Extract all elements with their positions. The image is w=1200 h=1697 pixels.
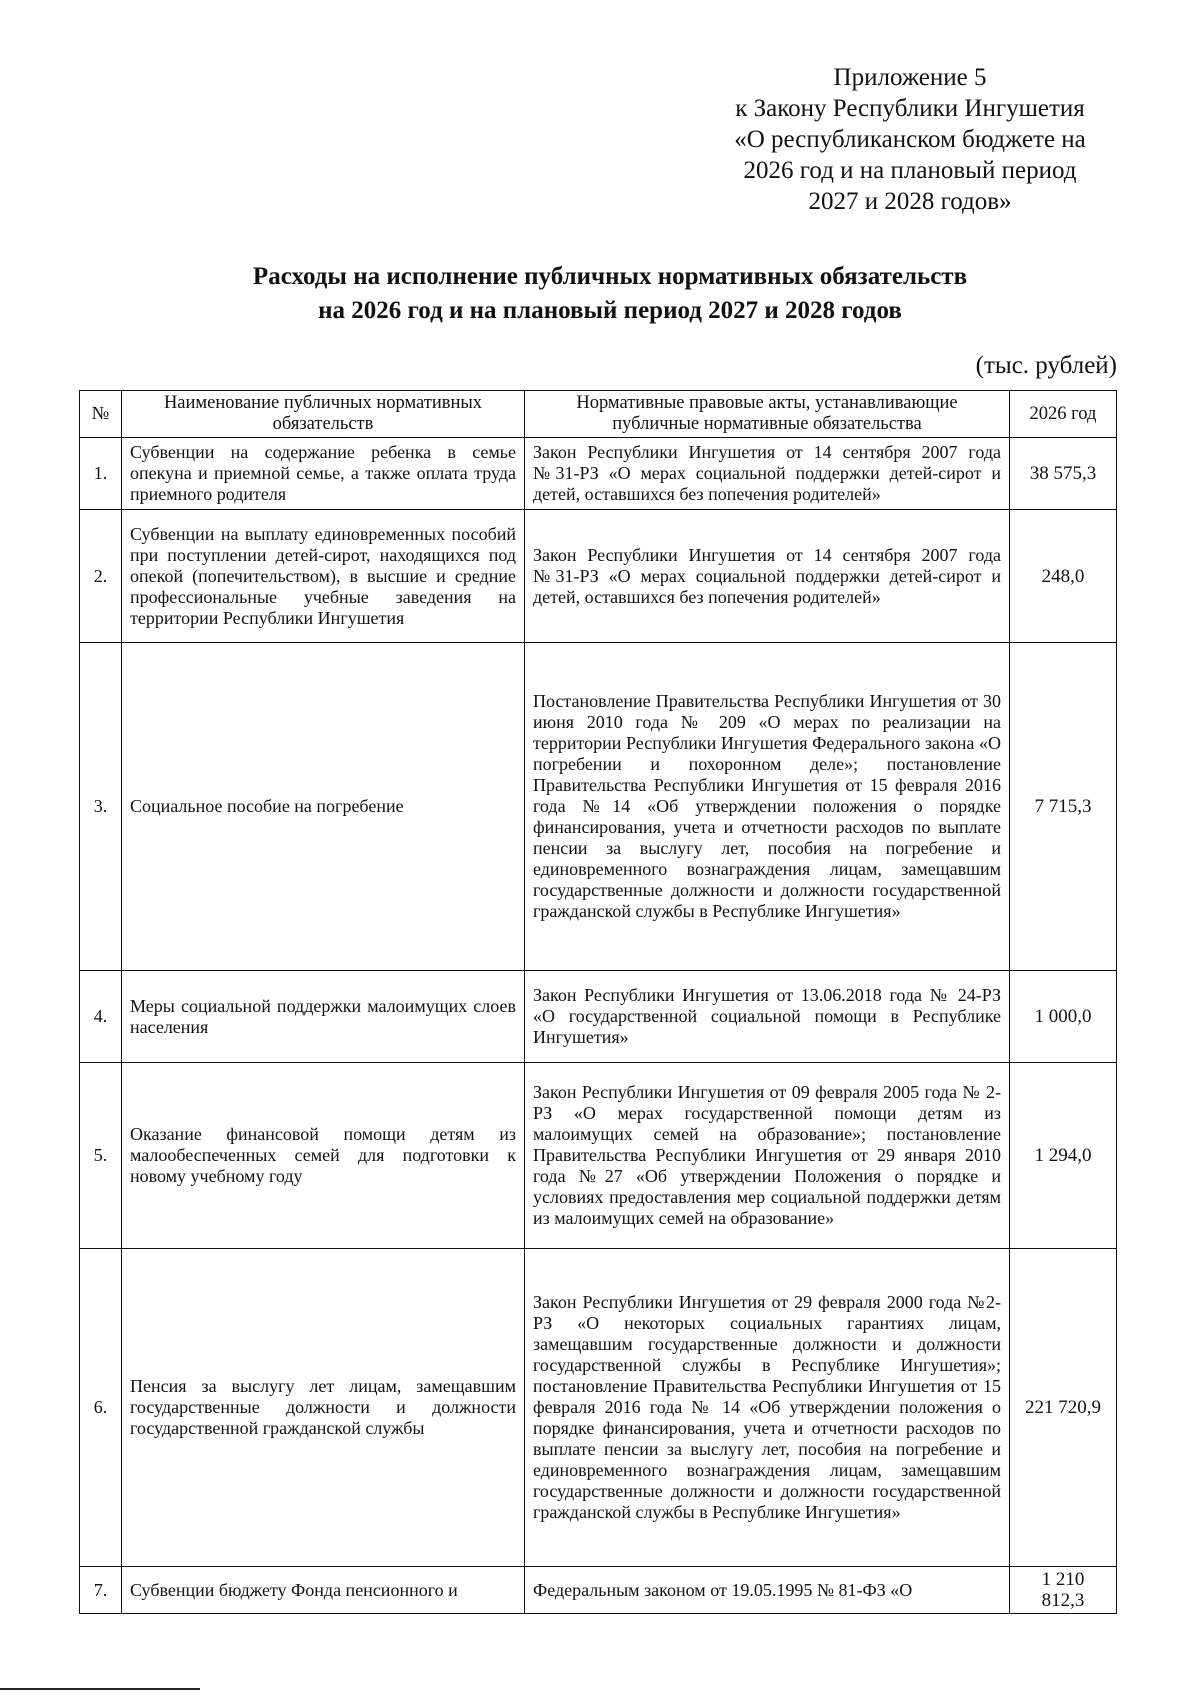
row-num: 5. (80, 1063, 122, 1249)
annex-line: 2026 год и на плановый период (743, 157, 1077, 184)
row-law: Закон Республики Ингушетия от 09 февраля 2005 года № 2-РЗ «О мерах государственной помощи детям из малоимущих семей на образование»; постановление Правительства Республики Ингушетия от 29 января 2010 года №27 «Об утверждении Положения о порядке и условиях предоставления мер социальной поддержки детям из малоимущих семей на образование» (525, 1063, 1010, 1249)
table-row (80, 438, 1117, 510)
title-line-2: на 2026 год и на плановый период 2027 и 2028 годов (318, 297, 902, 324)
table-row (80, 643, 1117, 971)
header-value: 2026 год (1010, 391, 1117, 438)
obligations-table (79, 390, 1117, 1614)
row-value: 221 720,9 (1010, 1249, 1117, 1567)
row-value: 38 575,3 (1010, 438, 1117, 510)
units-label: (тыс. рублей) (975, 352, 1117, 379)
row-num: 4. (80, 971, 122, 1063)
table-header-row (80, 391, 1117, 438)
annex-line: Приложение 5 (833, 64, 987, 91)
row-value: 7 715,3 (1010, 643, 1117, 971)
row-law: Постановление Правительства Республики Ингушетия от 30 июня 2010 года № 209 «О мерах по реализации на территории Республики Ингушетия Федерального закона «О погребении и похоронном деле»; постановление Правительства Республики Ингушетия от 15 февраля 2016 года №14 «Об утверждении положения о порядке финансирования, учета и отчетности расходов по выплате пенсии за выслугу лет, пособия на погребение и единовременного вознаграждения лицам, замещавшим государственные должности и должности государственной гражданской службы в Республике Ингушетия» (525, 643, 1010, 971)
annex-line: «О республиканском бюджете на (734, 126, 1086, 153)
row-law: Закон Республики Ингушетия от 14 сентября 2007 года №31-РЗ «О мерах социальной поддержки детей-сирот и детей, оставшихся без попечения родителей» (525, 510, 1010, 643)
annex-line: 2027 и 2028 годов» (808, 188, 1012, 215)
table-row (80, 510, 1117, 643)
document-title (80, 260, 1140, 328)
table-row (80, 1249, 1117, 1567)
table-row (80, 1063, 1117, 1249)
table-row (80, 971, 1117, 1063)
header-law: Нормативные правовые акты, устанавливающие публичные нормативные обязательства (525, 391, 1010, 438)
title-line-1: Расходы на исполнение публичных нормативных обязательств (252, 263, 968, 290)
row-name: Пенсия за выслугу лет лицам, замещавшим государственные должности и должности государственной гражданской службы (122, 1249, 525, 1567)
annex-line: к Закону Республики Ингушетия (735, 95, 1085, 122)
row-value: 1 294,0 (1010, 1063, 1117, 1249)
row-num: 7. (80, 1567, 122, 1614)
table-row (80, 1567, 1117, 1614)
row-num: 6. (80, 1249, 122, 1567)
row-value: 248,0 (1010, 510, 1117, 643)
row-name: Оказание финансовой помощи детям из малообеспеченных семей для подготовки к новому учебному году (122, 1063, 525, 1249)
page-bottom-rule (0, 1688, 200, 1690)
header-name: Наименование публичных нормативных обязательств (122, 391, 525, 438)
row-value: 1 000,0 (1010, 971, 1117, 1063)
header-num: № (80, 391, 122, 438)
row-num: 3. (80, 643, 122, 971)
row-value: 1 210 812,3 (1010, 1567, 1117, 1614)
row-law: Закон Республики Ингушетия от 13.06.2018 года № 24-РЗ «О государственной социальной помощи в Республике Ингушетия» (525, 971, 1010, 1063)
row-num: 2. (80, 510, 122, 643)
row-name: Субвенции бюджету Фонда пенсионного и (122, 1567, 525, 1614)
row-name: Субвенции на содержание ребенка в семье опекуна и приемной семье, а также оплата труда приемного родителя (122, 438, 525, 510)
row-name: Субвенции на выплату единовременных пособий при поступлении детей-сирот, находящихся под опекой (попечительством), в высшие и средние профессиональные учебные заведения на территории Республики Ингушетия (122, 510, 525, 643)
row-num: 1. (80, 438, 122, 510)
row-law: Федеральным законом от 19.05.1995 № 81-ФЗ «О (525, 1567, 1010, 1614)
row-name: Социальное пособие на погребение (122, 643, 525, 971)
row-name: Меры социальной поддержки малоимущих слоев населения (122, 971, 525, 1063)
row-law: Закон Республики Ингушетия от 29 февраля 2000 года №2-РЗ «О некоторых социальных гарантиях лицам, замещавшим государственные должности и должности государственной службы в Республике Ингушетия»; постановление Правительства Республики Ингушетия от 15 февраля 2016 года № 14 «Об утверждении положения о порядке финансирования, учета и отчетности расходов по выплате пенсии за выслугу лет, пособия на погребение и единовременного вознаграждения лицам, замещавшим государственные должности и должности государственной гражданской службы в Республике Ингушетия» (525, 1249, 1010, 1567)
row-law: Закон Республики Ингушетия от 14 сентября 2007 года №31-РЗ «О мерах социальной поддержки детей-сирот и детей, оставшихся без попечения родителей» (525, 438, 1010, 510)
annex-header (680, 62, 1140, 217)
